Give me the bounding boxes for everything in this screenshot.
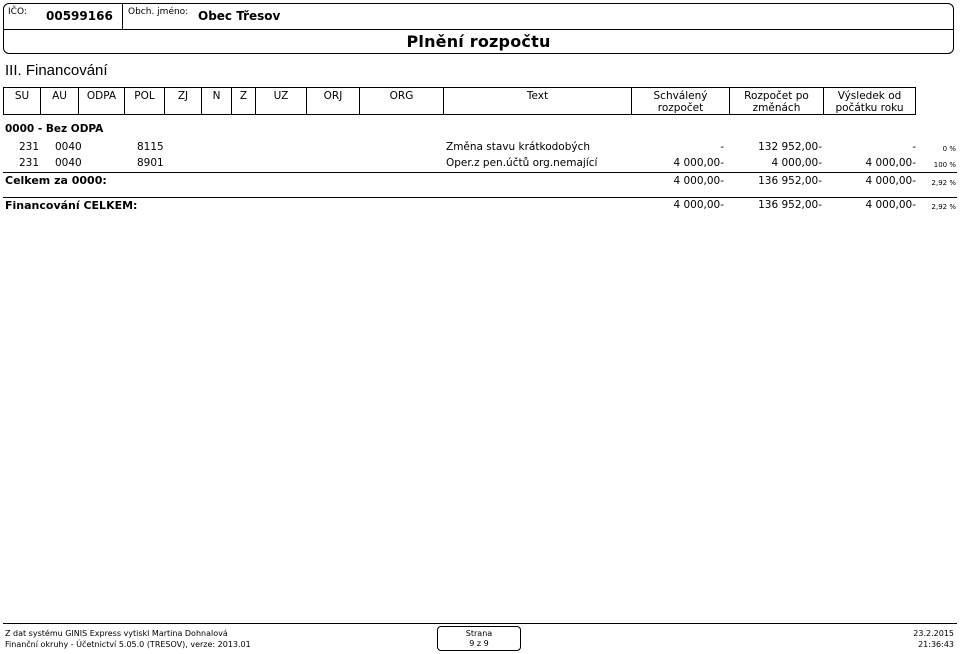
row-vysledek: - — [912, 141, 916, 153]
subtotal-rozpocet: 136 952,00- — [758, 175, 822, 187]
col-rozpocet-line2: změnách — [752, 102, 801, 114]
footer-system-info: Finanční okruhy - Účetnictví 5.05.0 (TRESOV), verze: 2013.01 — [5, 640, 251, 649]
grand-total-vysledek: 4 000,00- — [865, 199, 916, 211]
row-au: 0040 — [55, 157, 82, 169]
col-rozpocet — [730, 88, 824, 114]
column-header-row — [3, 87, 916, 115]
col-su: SU — [4, 88, 41, 114]
col-z: Z — [232, 88, 256, 114]
divider — [3, 197, 957, 198]
col-n: N — [202, 88, 232, 114]
row-pol: 8115 — [137, 141, 164, 153]
row-schvaleny: 4 000,00- — [673, 157, 724, 169]
footer-divider — [3, 623, 957, 624]
obch-value: Obec Třesov — [198, 9, 281, 23]
row-rozpocet: 4 000,00- — [771, 157, 822, 169]
col-org: ORG — [360, 88, 444, 114]
subtotal-pct: 2,92 % — [931, 179, 956, 187]
row-pct: 100 % — [933, 161, 956, 169]
grand-total-schvaleny: 4 000,00- — [673, 199, 724, 211]
col-uz: UZ — [256, 88, 307, 114]
subtotal-vysledek: 4 000,00- — [865, 175, 916, 187]
ico-label: IČO: — [8, 7, 27, 17]
page-label: Strana — [465, 629, 493, 638]
subtotal-schvaleny: 4 000,00- — [673, 175, 724, 187]
col-schvaleny — [632, 88, 730, 114]
col-rozpocet-line1: Rozpočet po — [744, 90, 809, 102]
col-vysledek-line1: Výsledek od — [837, 90, 902, 102]
row-vysledek: 4 000,00- — [865, 157, 916, 169]
col-odpa: ODPA — [79, 88, 125, 114]
row-au: 0040 — [55, 141, 82, 153]
page-indicator — [437, 626, 521, 651]
footer-date: 23.2.2015 — [913, 629, 954, 638]
col-text: Text — [444, 88, 632, 114]
row-text: Změna stavu krátkodobých — [446, 141, 591, 153]
footer-printed-by: Z dat systému GINIS Express vytiskl Martina Dohnalová — [5, 629, 228, 638]
header-divider — [122, 4, 123, 29]
row-pct: 0 % — [942, 145, 956, 153]
subtotal-label: Celkem za 0000: — [5, 174, 107, 187]
section-title: III. Financování — [5, 62, 108, 79]
col-zj: ZJ — [165, 88, 202, 114]
group-title: 0000 - Bez ODPA — [5, 123, 104, 135]
col-schvaleny-line2: rozpočet — [657, 102, 704, 114]
row-schvaleny: - — [720, 141, 724, 153]
report-header — [3, 3, 954, 54]
ico-value: 00599166 — [46, 9, 113, 23]
col-vysledek-line2: počátku roku — [835, 102, 904, 114]
row-su: 231 — [19, 157, 40, 169]
col-vysledek — [824, 88, 915, 114]
report-title: Plnění rozpočtu — [406, 32, 551, 51]
row-su: 231 — [19, 141, 40, 153]
col-au: AU — [41, 88, 79, 114]
footer-time: 21:36:43 — [918, 640, 954, 649]
page-number: 9 z 9 — [469, 639, 489, 648]
row-rozpocet: 132 952,00- — [758, 141, 822, 153]
row-text: Oper.z pen.účtů org.nemající — [446, 157, 598, 169]
header-info-bar — [4, 4, 953, 30]
row-pol: 8901 — [137, 157, 164, 169]
col-schvaleny-line1: Schválený — [653, 90, 708, 102]
grand-total-label: Financování CELKEM: — [5, 199, 138, 212]
obch-label: Obch. jméno: — [128, 7, 189, 17]
divider — [3, 172, 957, 173]
grand-total-pct: 2,92 % — [931, 203, 956, 211]
col-orj: ORJ — [307, 88, 360, 114]
grand-total-rozpocet: 136 952,00- — [758, 199, 822, 211]
col-pol: POL — [125, 88, 165, 114]
